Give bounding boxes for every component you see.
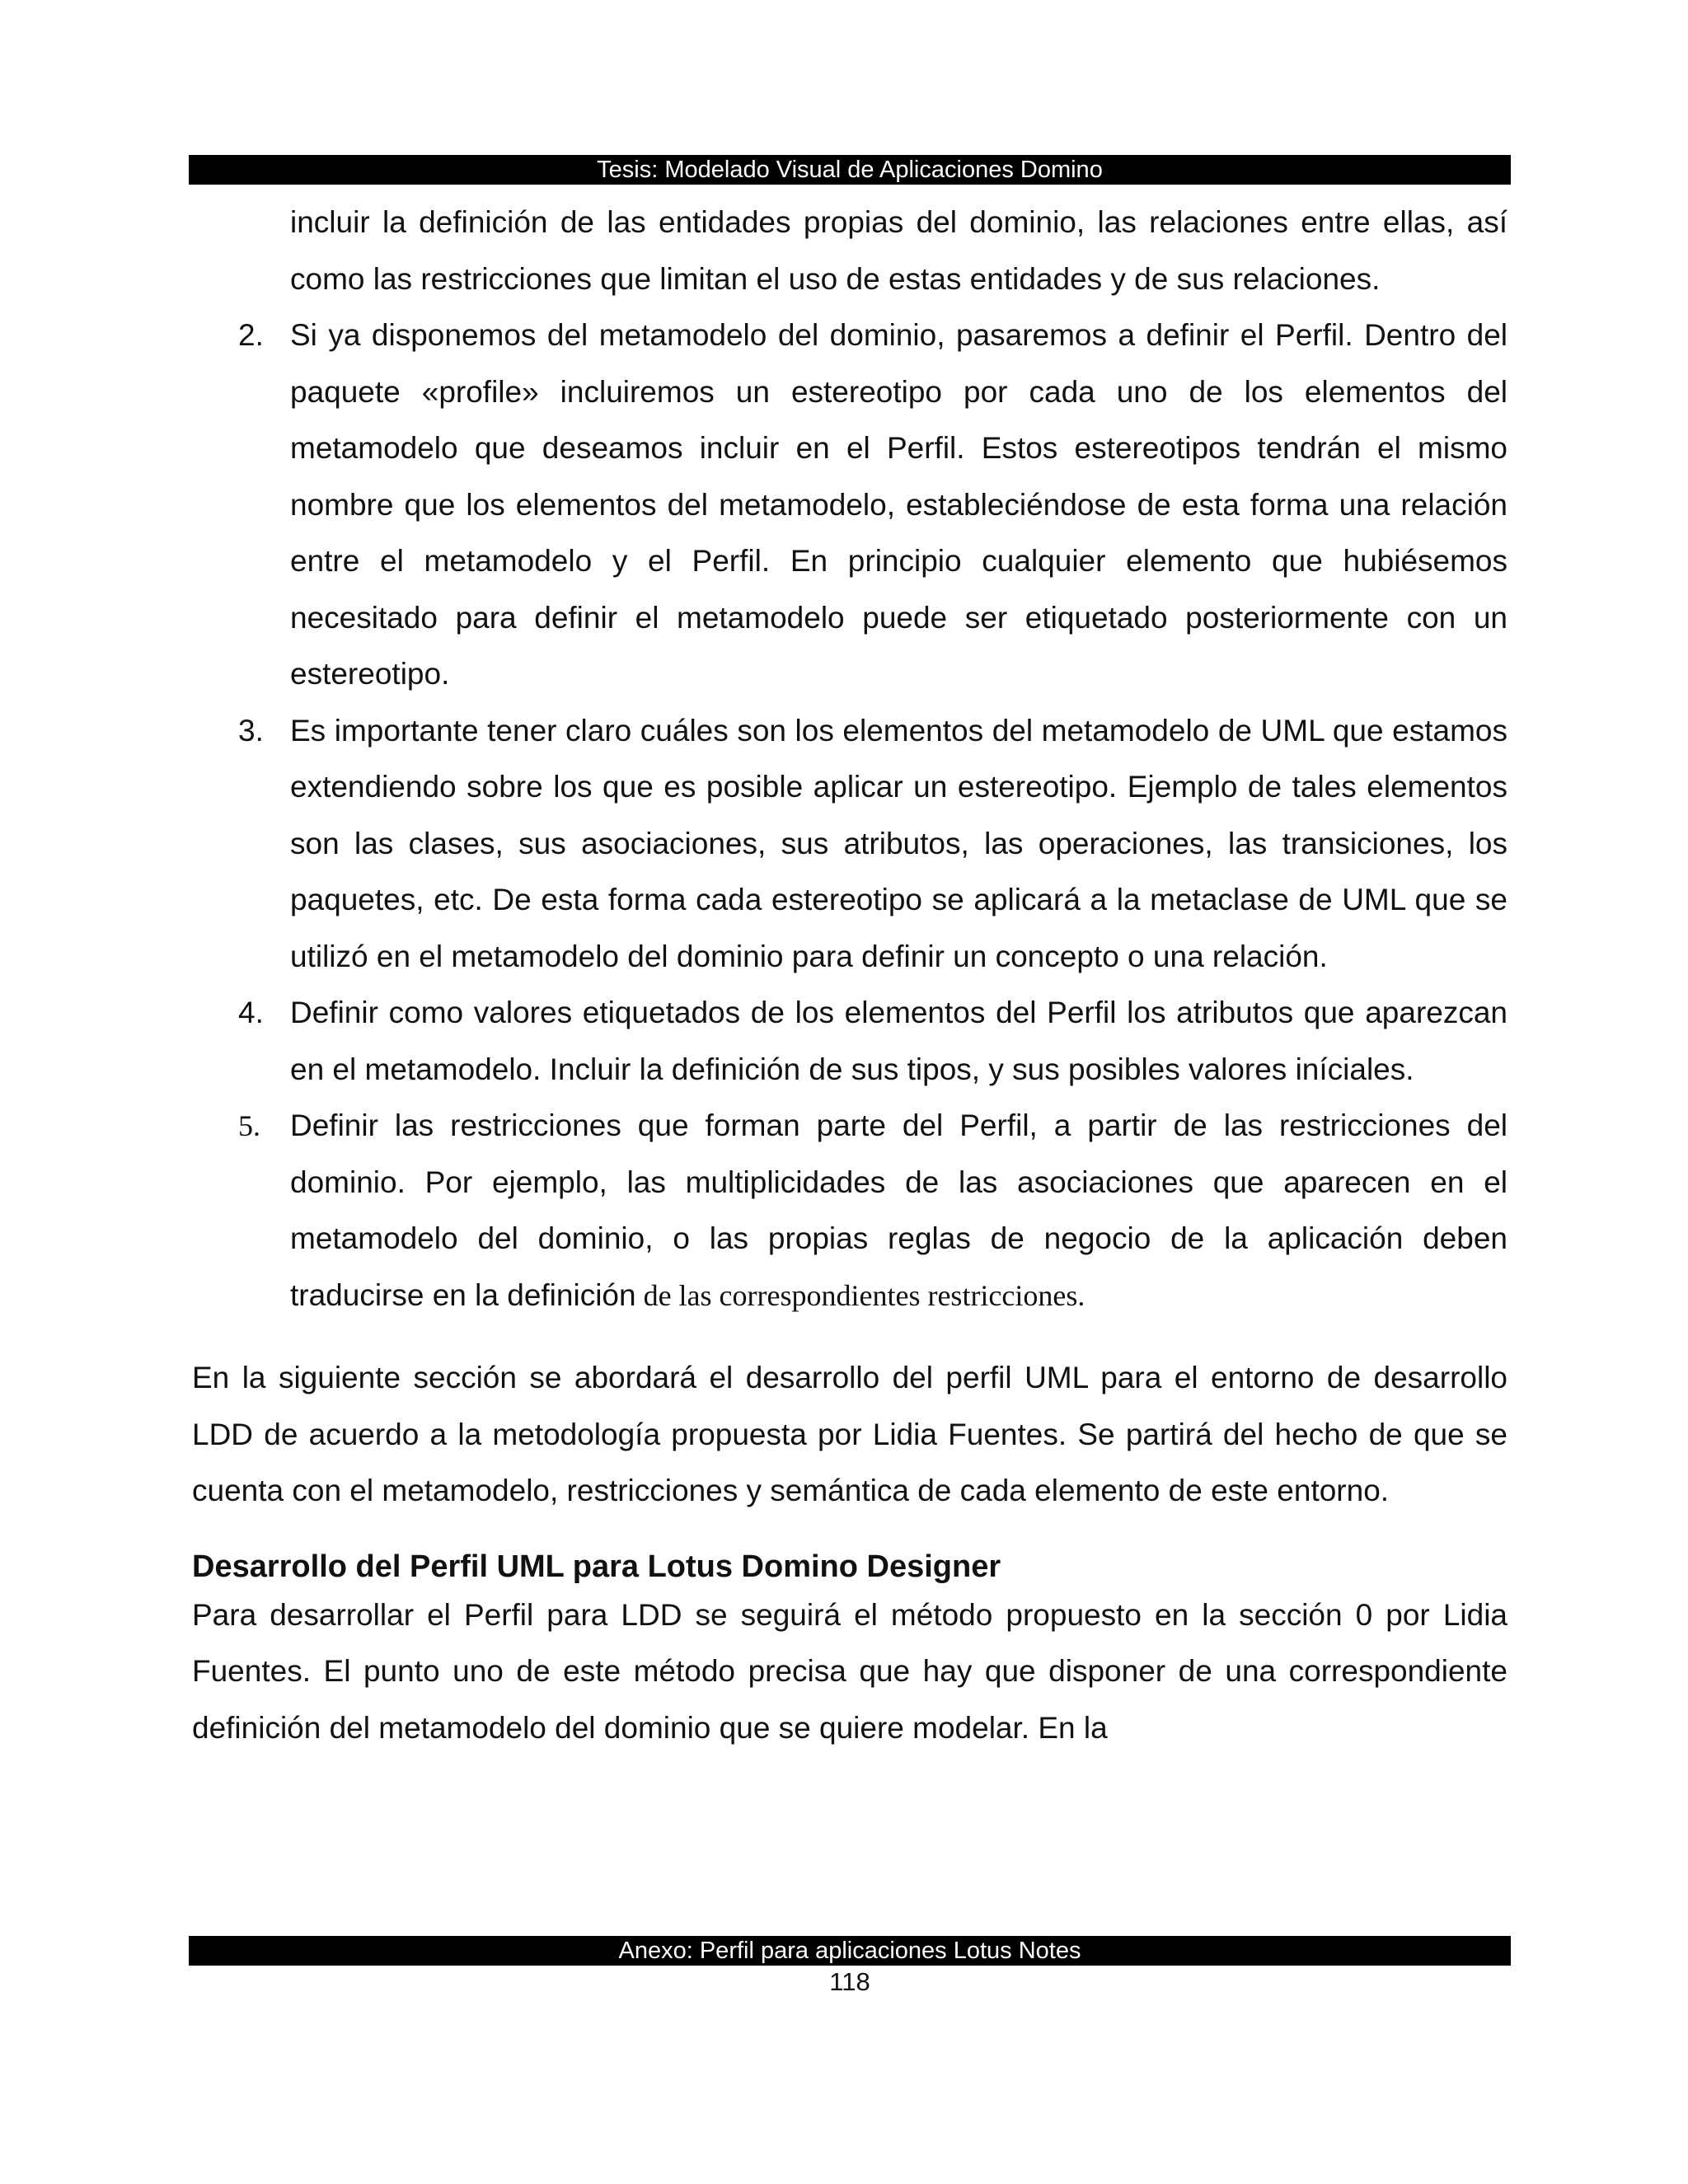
running-header	[189, 155, 1511, 185]
page-body	[192, 194, 1507, 1756]
section-heading: Desarrollo del Perfil UML para Lotus Domino Designer	[192, 1549, 1001, 1584]
page-number: 118	[829, 1967, 870, 1996]
list-item-text-main: Definir las restricciones que forman parte del Perfil, a partir de las restricciones del dominio. Por ejemplo, las multiplicidades de las asociaciones que aparecen en el metamodelo del dominio, o las propias reglas de negocio de la aplicación deben traducirse en la definición	[290, 1108, 1507, 1312]
running-footer-title: Anexo: Perfil para aplicaciones Lotus Notes	[618, 1938, 1081, 1964]
list-item-number: 3.	[238, 713, 264, 748]
list-item-number: 5.	[238, 1109, 260, 1142]
list-item-number: 2.	[238, 318, 264, 352]
list-item-number: 4.	[238, 996, 264, 1029]
list-continuation-text: incluir la definición de las entidades propias del dominio, las relaciones entre ellas, así como las restricciones que limitan el uso de estas entidades y de sus relaciones.	[290, 205, 1507, 296]
list-item	[192, 703, 1507, 986]
running-footer	[189, 1936, 1511, 1966]
list-item	[192, 307, 1507, 703]
list-item	[192, 985, 1507, 1098]
body-paragraph: En la siguiente sección se abordará el desarrollo del perfil UML para el entorno de desarrollo LDD de acuerdo a la metodología propuesta por Lidia Fuentes. Se partirá del hecho de que se cuenta con el metamodelo, restricciones y semántica de cada elemento de este entorno.	[192, 1361, 1507, 1507]
running-header-title: Tesis: Modelado Visual de Aplicaciones Domino	[597, 157, 1103, 183]
list-item-text: Si ya disponemos del metamodelo del dominio, pasaremos a definir el Perfil. Dentro del paquete «profile» incluiremos un estereotipo por cada uno de los elementos del metamodelo que deseamos incluir en el Perfil. Estos estereotipos tendrán el mismo nombre que los elementos del metamodelo, estableciéndose de esta forma una relación entre el metamodelo y el Perfil. En principio cualquier elemento que hubiésemos necesitado para definir el metamodelo puede ser etiquetado posteriormente con un estereotipo.	[290, 318, 1507, 691]
list-item-text-tail: de las correspondientes restricciones.	[635, 1278, 1085, 1312]
section-paragraph: Para desarrollar el Perfil para LDD se seguirá el método propuesto en la sección 0 por Lidia Fuentes. El punto uno de este método precisa que hay que disponer de una correspondiente definición del metamodelo del dominio que se quiere modelar. En la	[192, 1597, 1507, 1745]
list-item-text: Es importante tener claro cuáles son los elementos del metamodelo de UML que estamos extendiendo sobre los que es posible aplicar un estereotipo. Ejemplo de tales elementos son las clases, sus asociaciones, sus atributos, las operaciones, las transiciones, los paquetes, etc. De esta forma cada estereotipo se aplicará a la metaclase de UML que se utilizó en el metamodelo del dominio para definir un concepto o una relación.	[290, 713, 1507, 973]
list-item-text	[290, 1098, 1507, 1324]
method-steps-list	[192, 307, 1507, 1324]
list-item	[192, 1098, 1507, 1324]
list-item-text: Definir como valores etiquetados de los elementos del Perfil los atributos que aparezcan en el metamodelo. Incluir la definición de sus tipos, y sus posibles valores iníciales.	[290, 996, 1507, 1086]
